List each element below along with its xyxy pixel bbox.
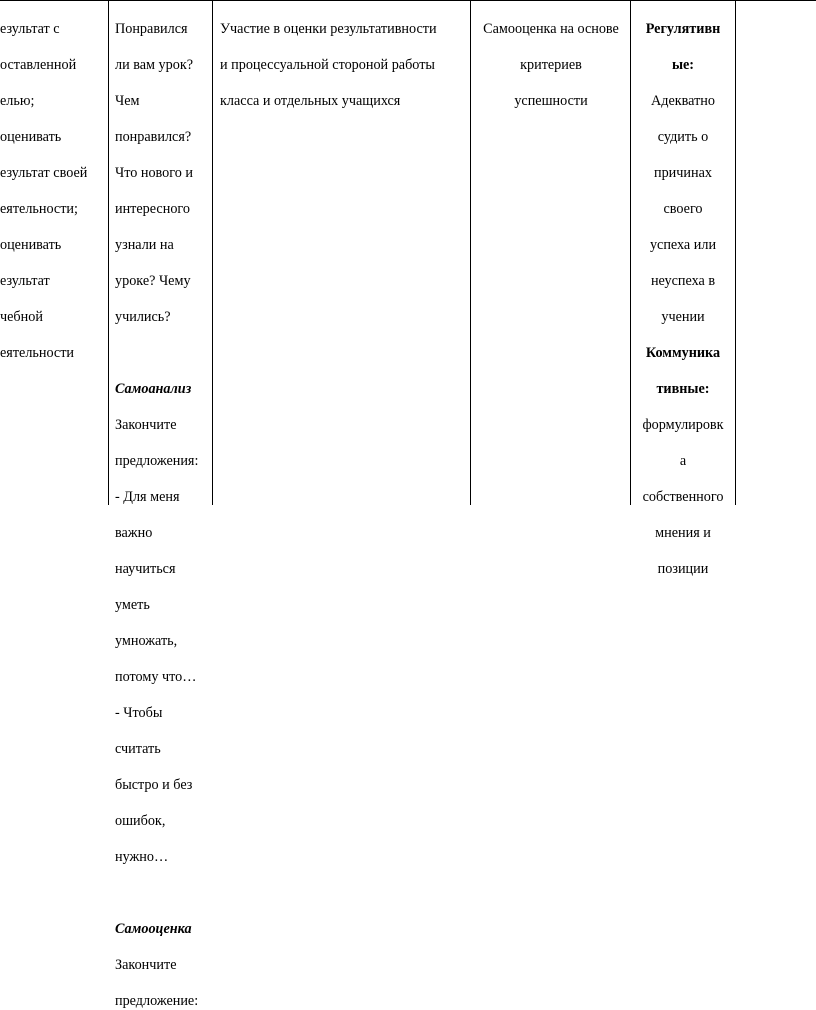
text-line: класса и отдельных учащихся	[220, 93, 401, 109]
text-line: узнали на	[115, 237, 174, 253]
text-line: позиции	[657, 561, 709, 577]
text-line: езультат своей	[0, 165, 88, 181]
heading-communicative: тивные:	[656, 381, 710, 397]
text-line: потому что…	[115, 669, 197, 685]
text-line: мнения и	[655, 525, 711, 541]
heading-regulative: ые:	[671, 57, 695, 73]
text-line: быстро и без	[115, 777, 193, 793]
text-line: ошибок,	[115, 813, 166, 829]
column-divider-3	[470, 0, 471, 505]
text-line: и процессуальной стороной работы	[220, 57, 435, 73]
text-line: Чем	[115, 93, 140, 109]
cell-reflection	[115, 2, 210, 1010]
text-line: Участие в оценки результативности	[220, 21, 437, 37]
text-line: - Для меня	[115, 489, 180, 505]
text-line: учении	[661, 309, 705, 325]
cell-results	[0, 2, 104, 380]
cell-selfassessment-criteria	[476, 2, 626, 128]
text-line: оставленной	[0, 57, 77, 73]
column-divider-4	[630, 0, 631, 505]
text-line: своего	[663, 201, 703, 217]
text-line: езультат	[0, 273, 50, 289]
text-line: уметь	[115, 597, 150, 613]
text-line: оценивать	[0, 129, 62, 145]
text-line: елью;	[0, 93, 35, 109]
text-line: ли вам урок?	[115, 57, 194, 73]
heading-selfanalysis: Самоанализ	[115, 381, 192, 397]
text-line: формулировк	[642, 417, 724, 433]
text-line: - Чтобы	[115, 705, 163, 721]
text-line: уроке? Чему	[115, 273, 191, 289]
column-divider-2	[212, 0, 213, 505]
text-line: успешности	[514, 93, 588, 109]
text-line: еятельности;	[0, 201, 78, 217]
text-line: научиться	[115, 561, 176, 577]
text-line: Что нового и	[115, 165, 193, 181]
text-line: умножать,	[115, 633, 178, 649]
table-top-border	[0, 0, 816, 1]
text-line: предложения:	[115, 453, 199, 469]
cell-competencies	[633, 2, 733, 596]
column-divider-1	[108, 0, 109, 505]
text-line: неуспеха в	[650, 273, 716, 289]
text-line: еятельности	[0, 345, 74, 361]
text-line: Закончите	[115, 957, 177, 973]
text-line: езультат с	[0, 21, 60, 37]
text-line: Закончите	[115, 417, 177, 433]
text-line: а	[679, 453, 687, 469]
text-line: нужно…	[115, 849, 169, 865]
text-line: Понравился	[115, 21, 188, 37]
text-line: чебной	[0, 309, 43, 325]
text-line: предложение:	[115, 993, 199, 1009]
text-line: собственного	[642, 489, 724, 505]
cell-participation	[220, 2, 470, 128]
text-line: интересного	[115, 201, 190, 217]
text-line: критериев	[520, 57, 582, 73]
heading-communicative: Коммуника	[645, 345, 721, 361]
text-line: Самооценка на основе	[483, 21, 619, 37]
heading-selfassessment: Самооценка	[115, 921, 192, 937]
text-line: понравился?	[115, 129, 192, 145]
text-line: судить о	[657, 129, 709, 145]
text-line: важно	[115, 525, 153, 541]
text-line: учились?	[115, 309, 171, 325]
text-line: оценивать	[0, 237, 62, 253]
heading-regulative: Регулятивн	[645, 21, 721, 37]
text-line: считать	[115, 741, 161, 757]
text-line: успеха или	[649, 237, 717, 253]
column-divider-5	[735, 0, 736, 505]
text-line: Адекватно	[651, 93, 715, 109]
text-line: причинах	[654, 165, 712, 181]
